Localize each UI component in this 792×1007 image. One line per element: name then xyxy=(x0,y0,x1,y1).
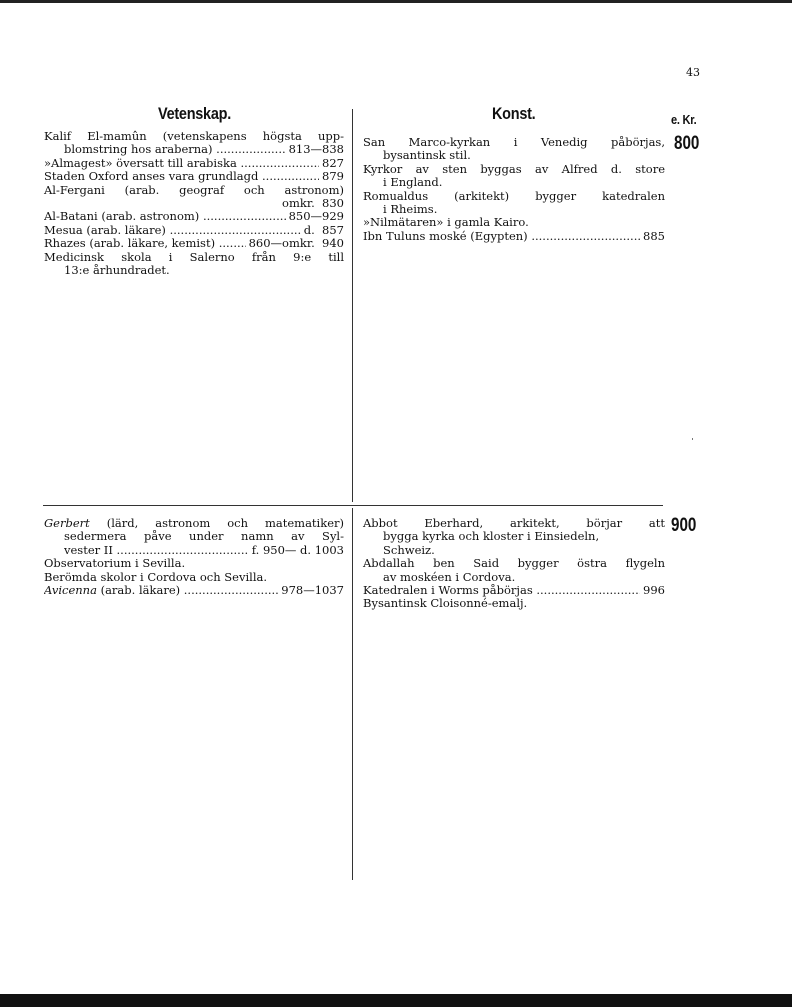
scan-speck xyxy=(692,438,693,440)
science-column-900 xyxy=(44,517,344,597)
art-column-900 xyxy=(363,517,665,611)
science-column-800 xyxy=(44,130,344,277)
list-item: Katedralen i Worms påbörjas ..... 996 xyxy=(363,584,665,597)
list-item: Ibn Tuluns moské (Egypten) ..... 885 xyxy=(363,230,665,243)
list-item: Abdallah ben Said bygger östra flygeln av moskéen i Cordova. xyxy=(363,556,665,584)
list-item: Medicinsk skola i Salerno från 9:e till 13:e århundradet. xyxy=(44,249,344,278)
list-item: Al-Fergani (arab. geograf och astronom) omkr. 830 xyxy=(44,182,344,211)
list-item: Staden Oxford anses vara grundlagd ..... 879 xyxy=(44,170,344,183)
person-name: Avicenna xyxy=(44,584,97,598)
list-item: Bysantinsk Cloisonné-emalj. xyxy=(363,596,528,611)
list-item: Kalif El-mamûn (vetenskapens högsta upp- blomstring hos araberna) ..... 813—838 xyxy=(44,130,344,157)
column-divider-lower xyxy=(352,508,353,880)
century-800-label: 800 xyxy=(674,133,700,154)
art-column-heading: Konst. xyxy=(492,104,536,123)
era-heading: e. Kr. xyxy=(671,112,697,127)
century-divider xyxy=(43,505,663,506)
person-name: Gerbert xyxy=(44,516,90,530)
list-item: Al-Batani (arab. astronom) ..... 850—929 xyxy=(44,210,344,223)
scan-frame-bottom xyxy=(0,994,792,1007)
century-900-label: 900 xyxy=(671,515,697,536)
list-item: Kyrkor av sten byggas av Alfred d. store i England. xyxy=(363,161,665,190)
page-number: 43 xyxy=(686,66,700,79)
scan-frame-top xyxy=(0,0,792,3)
art-column-800 xyxy=(363,136,665,243)
list-item: Rhazes (arab. läkare, kemist) ..... 860—omkr. 940 xyxy=(44,237,344,250)
list-item: »Almagest» översatt till arabiska ..... 827 xyxy=(44,157,344,170)
list-item: Abbot Eberhard, arkitekt, börjar att bygga kyrka och kloster i Einsiedeln, Schweiz. xyxy=(363,516,665,557)
list-item: Berömda skolor i Cordova och Sevilla. xyxy=(44,569,268,584)
list-item: Romualdus (arkitekt) bygger katedralen i Rheims. xyxy=(363,188,665,217)
science-column-heading: Vetenskap. xyxy=(158,104,231,123)
list-item: »Nilmätaren» i gamla Kairo. xyxy=(363,215,529,230)
list-item: Gerbert (lärd, astronom och matematiker) sedermera påve under namn av Syl- vester II ..... f. 950— d. 1003 xyxy=(44,517,344,557)
column-divider-upper xyxy=(352,109,353,502)
list-item: San Marco-kyrkan i Venedig påbörjas, bysantinsk stil. xyxy=(363,135,665,163)
list-item: Avicenna (arab. läkare) ..... 978—1037 xyxy=(44,584,344,597)
list-item: Observatorium i Sevilla. xyxy=(44,556,186,571)
list-item: Mesua (arab. läkare) ..... d. 857 xyxy=(44,224,344,237)
